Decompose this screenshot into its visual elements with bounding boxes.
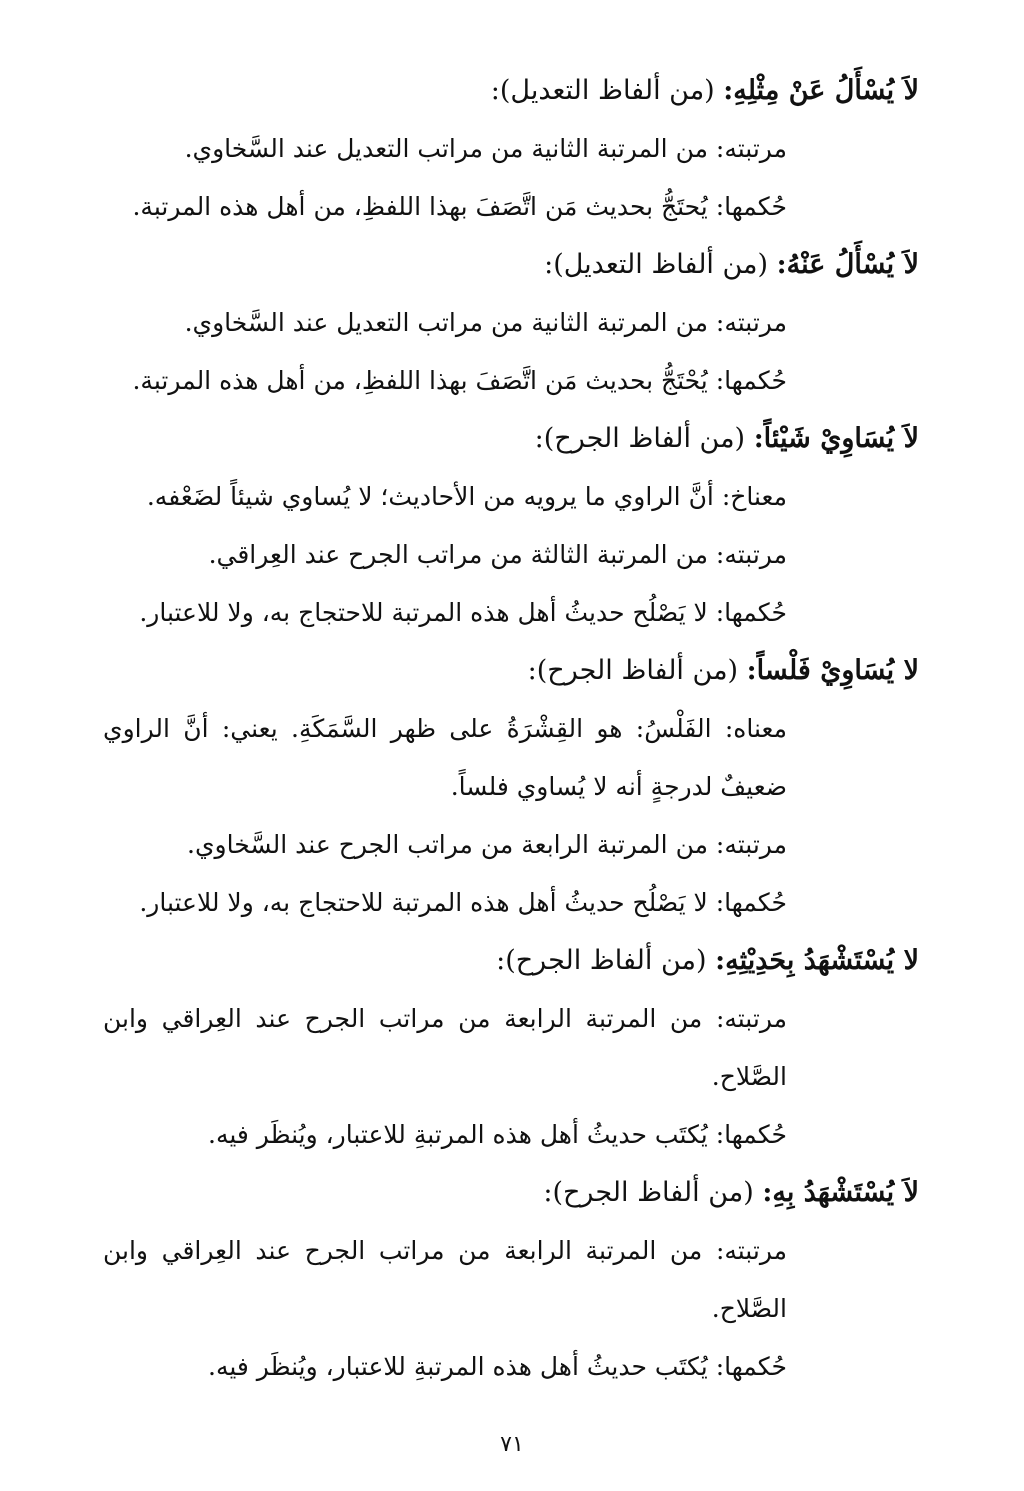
ruling-line: حُكمها: لا يَصْلُح حديثُ أهل هذه المرتبة للاحتجاج به، ولا للاعتبار. — [139, 888, 787, 917]
rank-line: مرتبته: من المرتبة الرابعة من مراتب الجرح عند العِراقي وابن الصَّلاح. — [103, 1004, 787, 1091]
term-heading — [103, 932, 919, 990]
term-category: (من ألفاظ الجرح): — [527, 655, 739, 686]
ruling-line: حُكمها: يُحْتَجُّ بحديث مَن اتَّصَفَ بهذا اللفظِ، من أهل هذه المرتبة. — [132, 366, 787, 395]
term-category: (من ألفاظ الجرح): — [543, 1177, 754, 1208]
term-heading — [103, 410, 919, 468]
page-number: ٧١ — [500, 1432, 524, 1457]
entry-la-yustashhad-bihadithih — [103, 932, 919, 1164]
term-category: (من ألفاظ الجرح): — [534, 423, 746, 454]
term-word: لاَ يُسْتَشْهَدُ بِهِ: — [762, 1177, 919, 1208]
meaning-line: معناخ: أنَّ الراوي ما يرويه من الأحاديث؛ لا يُساوي شيئاً لضَعْفه. — [146, 482, 787, 511]
rank-line: مرتبته: من المرتبة الرابعة من مراتب الجرح عند السَّخاوي. — [187, 830, 787, 859]
term-category: (من ألفاظ الجرح): — [496, 945, 707, 976]
rank-line: مرتبته: من المرتبة الثالثة من مراتب الجرح عند العِراقي. — [208, 540, 787, 569]
page-body — [103, 62, 919, 1396]
term-word: لاَ يُسْأَلُ عَنْهُ: — [776, 249, 919, 280]
term-word: لا يُسَاوِيْ فَلْساً: — [746, 655, 919, 686]
term-heading — [103, 236, 919, 294]
ruling-line: حُكمها: لا يَصْلُح حديثُ أهل هذه المرتبة للاحتجاج به، ولا للاعتبار. — [139, 598, 787, 627]
entry-la-yustashhad-bih — [103, 1164, 919, 1396]
ruling-line: حُكمها: يُكتَب حديثُ أهل هذه المرتبةِ للاعتبار، ويُنظَر فيه. — [208, 1120, 787, 1149]
meaning-line: معناه: الفَلْسُ: هو القِشْرَةُ على ظهر السَّمَكَةِ. يعني: أنَّ الراوي ضعيفٌ لدرجةٍ أنه لا يُساوي فلساً. — [103, 714, 787, 801]
term-heading — [103, 1164, 919, 1222]
rank-line: مرتبته: من المرتبة الثانية من مراتب التعديل عند السَّخاوي. — [184, 308, 787, 337]
term-category: (من ألفاظ التعديل): — [544, 249, 769, 280]
entry-la-yusal-an-mithlih — [103, 62, 919, 236]
rank-line: مرتبته: من المرتبة الرابعة من مراتب الجرح عند العِراقي وابن الصَّلاح. — [103, 1236, 787, 1323]
term-heading — [103, 62, 919, 120]
term-word: لاَ يُسَاوِيْ شَيْئاً: — [753, 423, 919, 454]
entry-la-yusawi-falsan — [103, 642, 919, 932]
term-word: لاَ يُسْأَلُ عَنْ مِثْلِهِ: — [723, 75, 919, 106]
rank-line: مرتبته: من المرتبة الثانية من مراتب التعديل عند السَّخاوي. — [184, 134, 787, 163]
term-word: لا يُسْتَشْهَدُ بِحَدِيْثِهِ: — [715, 945, 919, 976]
ruling-line: حُكمها: يُحتَجُّ بحديث مَن اتَّصَفَ بهذا اللفظِ، من أهل هذه المرتبة. — [132, 192, 787, 221]
term-category: (من ألفاظ التعديل): — [490, 75, 715, 106]
ruling-line: حُكمها: يُكتَب حديثُ أهل هذه المرتبةِ للاعتبار، ويُنظَر فيه. — [208, 1352, 787, 1381]
term-heading — [103, 642, 919, 700]
entry-la-yusal-anhu — [103, 236, 919, 410]
entry-la-yusawi-shayan — [103, 410, 919, 642]
